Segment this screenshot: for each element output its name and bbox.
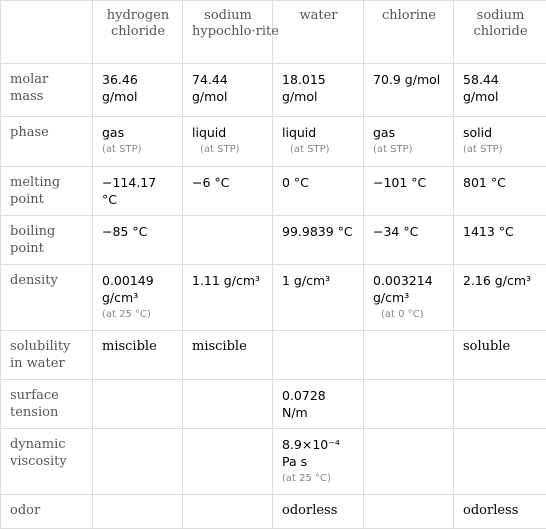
cell-viscosity-chlorine (364, 429, 454, 495)
cell-surface-tension-sodium-hypochlorite (183, 380, 273, 429)
cell-surface-tension-water: 0.0728 N/m (273, 380, 364, 429)
viscosity-note: (at 25 °C) (282, 472, 355, 486)
row-viscosity (1, 429, 546, 495)
viscosity-value: 8.9×10⁻⁴ Pa s (282, 437, 340, 469)
density-value: 1 g/cm³ (282, 273, 330, 288)
cell-molar-mass-chlorine: 70.9 g/mol (364, 64, 454, 117)
cell-solubility-sodium-chloride: soluble (454, 331, 546, 380)
cell-surface-tension-sodium-chloride (454, 380, 546, 429)
cell-odor-water: odorless (273, 495, 364, 529)
row-solubility (1, 331, 546, 380)
cell-density-chlorine (364, 265, 454, 331)
density-value: 0.00149 g/cm³ (102, 273, 154, 305)
phase-note: (at STP) (192, 143, 264, 157)
cell-density-sodium-chloride (454, 265, 546, 331)
cell-molar-mass-sodium-hypochlorite: 74.44 g/mol (183, 64, 273, 117)
phase-note: (at STP) (463, 143, 538, 157)
row-label-solubility: solubility in water (1, 331, 93, 380)
row-boiling-point (1, 216, 546, 265)
cell-density-water (273, 265, 364, 331)
row-label-surface-tension: surface tension (1, 380, 93, 429)
cell-viscosity-sodium-hypochlorite (183, 429, 273, 495)
cell-phase-hydrogen-chloride (93, 117, 183, 167)
column-header-sodium-chloride: sodium chloride (454, 1, 546, 64)
row-phase (1, 117, 546, 167)
phase-note: (at STP) (282, 143, 355, 157)
cell-odor-chlorine (364, 495, 454, 529)
cell-melting-point-chlorine: −101 °C (364, 167, 454, 216)
column-header-chlorine: chlorine (364, 1, 454, 64)
density-value: 2.16 g/cm³ (463, 273, 531, 288)
row-molar-mass (1, 64, 546, 117)
cell-viscosity-hydrogen-chloride (93, 429, 183, 495)
row-surface-tension (1, 380, 546, 429)
row-label-odor: odor (1, 495, 93, 529)
phase-value: liquid (192, 125, 226, 140)
cell-melting-point-sodium-chloride: 801 °C (454, 167, 546, 216)
cell-phase-water (273, 117, 364, 167)
cell-molar-mass-sodium-chloride: 58.44 g/mol (454, 64, 546, 117)
row-melting-point (1, 167, 546, 216)
column-header-hydrogen-chloride: hydrogen chloride (93, 1, 183, 64)
column-header-sodium-hypochlorite: sodium hypochlo·rite (183, 1, 273, 64)
cell-surface-tension-hydrogen-chloride (93, 380, 183, 429)
cell-odor-sodium-chloride: odorless (454, 495, 546, 529)
phase-value: gas (102, 125, 124, 140)
cell-melting-point-hydrogen-chloride: −114.17 °C (93, 167, 183, 216)
cell-boiling-point-chlorine: −34 °C (364, 216, 454, 265)
cell-boiling-point-water: 99.9839 °C (273, 216, 364, 265)
cell-phase-sodium-hypochlorite (183, 117, 273, 167)
phase-value: solid (463, 125, 492, 140)
cell-viscosity-water (273, 429, 364, 495)
row-density (1, 265, 546, 331)
cell-density-sodium-hypochlorite (183, 265, 273, 331)
cell-phase-chlorine (364, 117, 454, 167)
density-value: 1.11 g/cm³ (192, 273, 260, 288)
cell-viscosity-sodium-chloride (454, 429, 546, 495)
cell-surface-tension-chlorine (364, 380, 454, 429)
phase-value: liquid (282, 125, 316, 140)
cell-solubility-hydrogen-chloride: miscible (93, 331, 183, 380)
row-label-molar-mass: molar mass (1, 64, 93, 117)
density-note: (at 0 °C) (373, 308, 445, 322)
phase-note: (at STP) (102, 143, 174, 157)
row-label-density: density (1, 265, 93, 331)
phase-note: (at STP) (373, 143, 445, 157)
cell-odor-sodium-hypochlorite (183, 495, 273, 529)
cell-boiling-point-hydrogen-chloride: −85 °C (93, 216, 183, 265)
phase-value: gas (373, 125, 395, 140)
cell-boiling-point-sodium-chloride: 1413 °C (454, 216, 546, 265)
density-note: (at 25 °C) (102, 308, 174, 322)
cell-molar-mass-hydrogen-chloride: 36.46 g/mol (93, 64, 183, 117)
cell-melting-point-water: 0 °C (273, 167, 364, 216)
row-label-boiling-point: boiling point (1, 216, 93, 265)
row-label-viscosity: dynamic viscosity (1, 429, 93, 495)
row-label-melting-point: melting point (1, 167, 93, 216)
header-row (1, 1, 546, 64)
cell-odor-hydrogen-chloride (93, 495, 183, 529)
row-label-phase: phase (1, 117, 93, 167)
row-odor (1, 495, 546, 529)
density-value: 0.003214 g/cm³ (373, 273, 433, 305)
column-header-water: water (273, 1, 364, 64)
cell-solubility-water (273, 331, 364, 380)
cell-molar-mass-water: 18.015 g/mol (273, 64, 364, 117)
cell-solubility-sodium-hypochlorite: miscible (183, 331, 273, 380)
cell-solubility-chlorine (364, 331, 454, 380)
cell-phase-sodium-chloride (454, 117, 546, 167)
cell-boiling-point-sodium-hypochlorite (183, 216, 273, 265)
corner-cell (1, 1, 93, 64)
cell-melting-point-sodium-hypochlorite: −6 °C (183, 167, 273, 216)
cell-density-hydrogen-chloride (93, 265, 183, 331)
